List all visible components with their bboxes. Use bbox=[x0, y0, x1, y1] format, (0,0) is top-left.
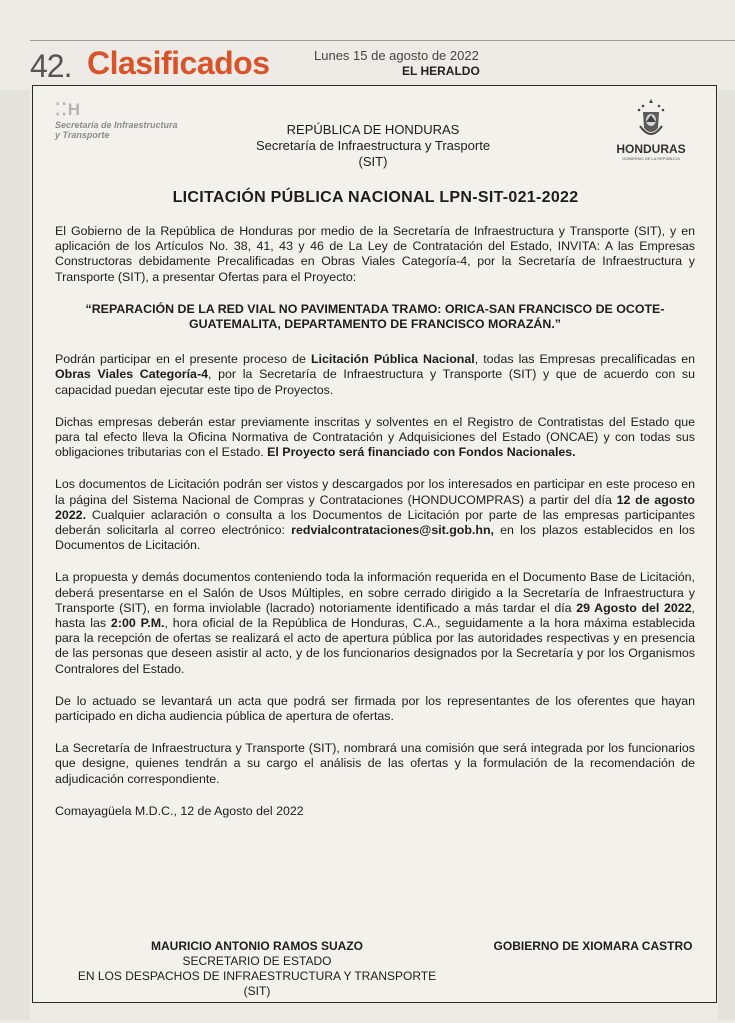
bleed-through-right bbox=[718, 90, 735, 1020]
honduras-crest-logo bbox=[611, 98, 691, 178]
tender-notice bbox=[32, 85, 717, 1003]
heading-line3: (SIT) bbox=[358, 154, 388, 169]
paragraph-documents: Los documentos de Licitación podrán ser vistos y descargados por los interesados en participar en este proceso en la página del Sistema Nacional de Compras y Contrataciones (HONDUCOMPRAS) a partir del día 12 de agosto 2022. Cualquier aclaración o consulta a los Documentos de Licitación por parte de las empresas participantes deberán solicitarla al correo electrónico: redvialcontrataciones@sit.gob.hn, en los plazos establecidos en los Documentos de Licitación. bbox=[55, 477, 695, 553]
paragraph-registration: Dichas empresas deberán estar previamente inscritas y solventes en el Registro de Contratistas del Estado que para tal efecto lleva la Oficina Normativa de Contratación y Adquisiciones del Estado (ONCAE) y con todas sus obligaciones tributarias con el Estado. El Proyecto será financiado con Fondos Nacionales. bbox=[55, 414, 695, 460]
signatory-abbrev: (SIT) bbox=[243, 984, 271, 998]
signatory-office: EN LOS DESPACHOS DE INFRAESTRUCTURA Y TRANSPORTE bbox=[77, 969, 437, 983]
heading-line2: Secretaría de Infraestructura y Trasporte bbox=[255, 138, 491, 153]
bleed-through-left bbox=[0, 90, 30, 1020]
contact-email: redvialcontrataciones@sit.gob.hn, bbox=[291, 523, 494, 538]
paragraph-minutes: De lo actuado se levantará un acta que podrá ser firmada por los representantes de los oferentes que hayan participado en dicha audiencia pública de apertura de ofertas. bbox=[55, 693, 695, 724]
government-name: GOBIERNO DE XIOMARA CASTRO bbox=[493, 939, 693, 953]
notice-body bbox=[55, 224, 695, 836]
signatory-name: MAURICIO ANTONIO RAMOS SUAZO bbox=[151, 939, 363, 953]
paragraph-commission: La Secretaría de Infraestructura y Transporte (SIT), nombrará una comisión que será integrada por los funcionarios que designe, quienes tendrán a su cargo el análisis de las ofertas y la formulación de la recomendación de adjudicación correspondiente. bbox=[55, 741, 695, 786]
issuer-heading bbox=[183, 122, 563, 170]
header-rule bbox=[30, 40, 735, 41]
deadline-time: 2:00 P.M. bbox=[110, 616, 165, 631]
newspaper-name: EL HERALDO bbox=[402, 64, 480, 78]
place-and-date: Comayagüela M.D.C., 12 de Agosto del 2022 bbox=[55, 803, 304, 818]
sit-logo-mark: ⁚⁚H bbox=[55, 100, 82, 119]
tender-title: LICITACIÓN PÚBLICA NACIONAL LPN-SIT-021-2022 bbox=[172, 189, 579, 206]
honduras-crest-icon bbox=[634, 98, 668, 142]
honduras-sub-wordmark: GOBIERNO DE LA REPÚBLICA bbox=[622, 156, 680, 161]
heading-line1: REPÚBLICA DE HONDURAS bbox=[286, 122, 460, 137]
deadline-date: 29 Agosto del 2022 bbox=[576, 600, 692, 615]
signature-government bbox=[473, 939, 713, 954]
publication-date: Lunes 15 de agosto de 2022 bbox=[314, 48, 479, 63]
sit-logo-line1: Secretaría de Infraestructura bbox=[55, 120, 178, 130]
page-number: 42. bbox=[30, 48, 72, 84]
paragraph-invitation: El Gobierno de la República de Honduras por medio de la Secretaría de Infraestructura y Transporte (SIT), y en aplicación de los Artículos No. 38, 41, 43 y 46 de La Ley de Contratación del Estado, INVITA: A las Empresas Constructoras debidamente Precalificadas en Obras Viales Categoría-4, por la Secretaría de Infraestructura y Transporte (SIT), a presentar Ofertas para el Proyecto: bbox=[55, 224, 695, 284]
sit-logo-line2: y Transporte bbox=[55, 130, 110, 140]
section-title: Clasificados bbox=[87, 45, 270, 81]
paragraph-participation: Podrán participar en el presente proceso de Licitación Pública Nacional, todas las Empresas precalificadas en Obras Viales Categoría-4, por la Secretaría de Infraestructura y Transporte (SIT) y que de acuerdo con su capacidad puedan ejecutar este tipo de Proyectos. bbox=[55, 352, 696, 397]
paragraph-submission: La propuesta y demás documentos conteniendo toda la información requerida en el Documento Base de Licitación, deberá presentarse en el Salón de Usos Múltiples, en sobre cerrado dirigido a la Secretaría de Infraestructura y Transporte (SIT), en forma inviolable (lacrado) notoriamente identificado a más tardar el día 29 Agosto del 2022, hasta las 2:00 P.M., hora oficial de la República de Honduras, C.A., seguidamente a la hora máxima establecida para la recepción de ofertas se realizará el acto de apertura pública por las autoridades respectivas y en presencia de las personas que deseen asistir al acto, y de los funcionarios designados por la Secretaría y por los Organismos Contralores del Estado. bbox=[55, 570, 695, 676]
page-header bbox=[30, 40, 730, 84]
signature-secretary bbox=[77, 939, 437, 999]
project-name: “REPARACIÓN DE LA RED VIAL NO PAVIMENTADA TRAMO: ORICA-SAN FRANCISCO DE OCOTE-GUATEMALITA, DEPARTAMENTO DE FRANCISCO MORAZÁN.” bbox=[85, 301, 665, 332]
honduras-wordmark: HONDURAS bbox=[616, 142, 686, 156]
signatory-title: SECRETARIO DE ESTADO bbox=[182, 954, 332, 968]
